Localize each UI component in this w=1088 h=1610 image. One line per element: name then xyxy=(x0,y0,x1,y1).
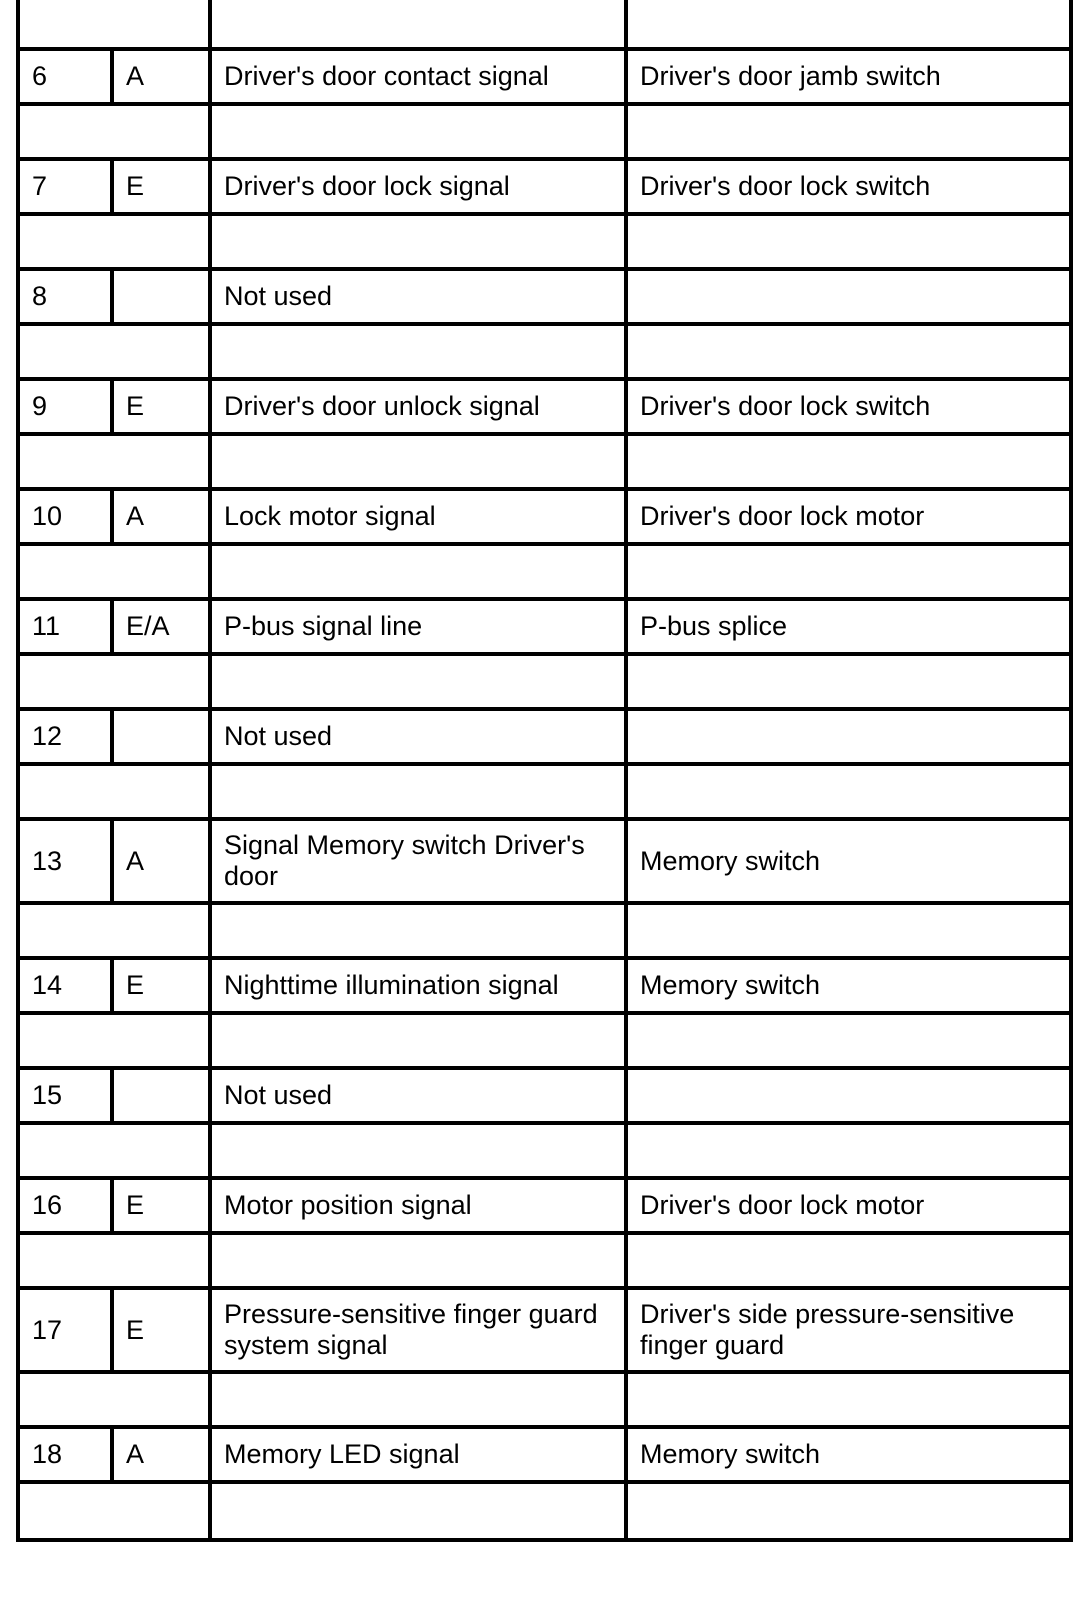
type-cell: E xyxy=(112,1288,210,1372)
spacer-row xyxy=(18,1233,1071,1288)
spacer-row xyxy=(18,214,1071,269)
spacer-cell xyxy=(626,0,1071,49)
pin-cell: 10 xyxy=(18,489,112,544)
table-row xyxy=(18,159,1071,214)
description-cell: Pressure-sensitive finger guard system signal xyxy=(210,1288,626,1372)
spacer-cell xyxy=(210,214,626,269)
component-cell xyxy=(626,1068,1071,1123)
spacer-cell xyxy=(18,214,210,269)
component-cell: Memory switch xyxy=(626,958,1071,1013)
component-cell: Driver's door lock motor xyxy=(626,489,1071,544)
type-cell: A xyxy=(112,49,210,104)
spacer-cell xyxy=(626,1013,1071,1068)
table-row xyxy=(18,1068,1071,1123)
spacer-row xyxy=(18,764,1071,819)
type-cell: E xyxy=(112,958,210,1013)
component-cell: Driver's door jamb switch xyxy=(626,49,1071,104)
spacer-row xyxy=(18,903,1071,958)
pin-assignment-table xyxy=(16,0,1073,1542)
spacer-cell xyxy=(210,1482,626,1540)
spacer-cell xyxy=(18,104,210,159)
description-cell: Motor position signal xyxy=(210,1178,626,1233)
spacer-cell xyxy=(210,544,626,599)
component-cell: Memory switch xyxy=(626,1427,1071,1482)
description-cell: Nighttime illumination signal xyxy=(210,958,626,1013)
table-row xyxy=(18,1288,1071,1372)
spacer-cell xyxy=(210,764,626,819)
component-cell: Driver's door lock motor xyxy=(626,1178,1071,1233)
spacer-cell xyxy=(18,324,210,379)
spacer-row xyxy=(18,104,1071,159)
spacer-row xyxy=(18,0,1071,49)
spacer-cell xyxy=(210,1233,626,1288)
table-row xyxy=(18,709,1071,764)
spacer-cell xyxy=(210,324,626,379)
pin-cell: 11 xyxy=(18,599,112,654)
type-cell: E xyxy=(112,379,210,434)
component-cell: Driver's door lock switch xyxy=(626,379,1071,434)
pin-cell: 7 xyxy=(18,159,112,214)
spacer-row xyxy=(18,544,1071,599)
spacer-cell xyxy=(210,654,626,709)
type-cell xyxy=(112,1068,210,1123)
component-cell: Driver's door lock switch xyxy=(626,159,1071,214)
spacer-cell xyxy=(626,324,1071,379)
table-row xyxy=(18,599,1071,654)
spacer-cell xyxy=(18,1123,210,1178)
pin-cell: 17 xyxy=(18,1288,112,1372)
pin-cell: 12 xyxy=(18,709,112,764)
spacer-cell xyxy=(626,1233,1071,1288)
type-cell xyxy=(112,269,210,324)
spacer-cell xyxy=(210,1123,626,1178)
pin-cell: 16 xyxy=(18,1178,112,1233)
component-cell: Driver's side pressure-sensitive finger guard xyxy=(626,1288,1071,1372)
spacer-row xyxy=(18,1372,1071,1427)
pin-cell: 8 xyxy=(18,269,112,324)
spacer-cell xyxy=(18,1233,210,1288)
spacer-cell xyxy=(18,0,210,49)
spacer-cell xyxy=(626,903,1071,958)
spacer-cell xyxy=(626,434,1071,489)
table-body xyxy=(18,0,1071,1540)
spacer-cell xyxy=(18,1482,210,1540)
type-cell: E xyxy=(112,159,210,214)
spacer-cell xyxy=(18,654,210,709)
type-cell: E xyxy=(112,1178,210,1233)
spacer-cell xyxy=(210,434,626,489)
spacer-row xyxy=(18,1482,1071,1540)
description-cell: Lock motor signal xyxy=(210,489,626,544)
table-row xyxy=(18,49,1071,104)
spacer-cell xyxy=(18,764,210,819)
spacer-cell xyxy=(18,1013,210,1068)
component-cell xyxy=(626,269,1071,324)
spacer-cell xyxy=(626,544,1071,599)
type-cell: A xyxy=(112,489,210,544)
spacer-cell xyxy=(626,1482,1071,1540)
spacer-row xyxy=(18,1123,1071,1178)
table-row xyxy=(18,1178,1071,1233)
spacer-row xyxy=(18,434,1071,489)
table-row xyxy=(18,269,1071,324)
description-cell: Driver's door unlock signal xyxy=(210,379,626,434)
spacer-cell xyxy=(626,654,1071,709)
description-cell: Driver's door lock signal xyxy=(210,159,626,214)
spacer-cell xyxy=(210,903,626,958)
table-row xyxy=(18,1427,1071,1482)
spacer-cell xyxy=(626,1123,1071,1178)
spacer-cell xyxy=(18,903,210,958)
spacer-cell xyxy=(210,104,626,159)
type-cell: A xyxy=(112,1427,210,1482)
component-cell: Memory switch xyxy=(626,819,1071,903)
table-row xyxy=(18,489,1071,544)
spacer-cell xyxy=(626,764,1071,819)
spacer-cell xyxy=(210,0,626,49)
table-row xyxy=(18,379,1071,434)
pin-cell: 18 xyxy=(18,1427,112,1482)
pin-cell: 13 xyxy=(18,819,112,903)
spacer-cell xyxy=(210,1013,626,1068)
pin-cell: 6 xyxy=(18,49,112,104)
spacer-cell xyxy=(210,1372,626,1427)
description-cell: Memory LED signal xyxy=(210,1427,626,1482)
component-cell: P-bus splice xyxy=(626,599,1071,654)
spacer-row xyxy=(18,324,1071,379)
table-row xyxy=(18,958,1071,1013)
component-cell xyxy=(626,709,1071,764)
pin-cell: 15 xyxy=(18,1068,112,1123)
description-cell: Not used xyxy=(210,1068,626,1123)
pin-cell: 14 xyxy=(18,958,112,1013)
spacer-cell xyxy=(626,214,1071,269)
type-cell: A xyxy=(112,819,210,903)
description-cell: Not used xyxy=(210,269,626,324)
description-cell: Signal Memory switch Driver's door xyxy=(210,819,626,903)
type-cell xyxy=(112,709,210,764)
spacer-cell xyxy=(18,1372,210,1427)
spacer-cell xyxy=(18,434,210,489)
spacer-row xyxy=(18,1013,1071,1068)
table-row xyxy=(18,819,1071,903)
pin-cell: 9 xyxy=(18,379,112,434)
description-cell: Not used xyxy=(210,709,626,764)
description-cell: P-bus signal line xyxy=(210,599,626,654)
spacer-cell xyxy=(626,1372,1071,1427)
spacer-row xyxy=(18,654,1071,709)
spacer-cell xyxy=(626,104,1071,159)
description-cell: Driver's door contact signal xyxy=(210,49,626,104)
spacer-cell xyxy=(18,544,210,599)
type-cell: E/A xyxy=(112,599,210,654)
